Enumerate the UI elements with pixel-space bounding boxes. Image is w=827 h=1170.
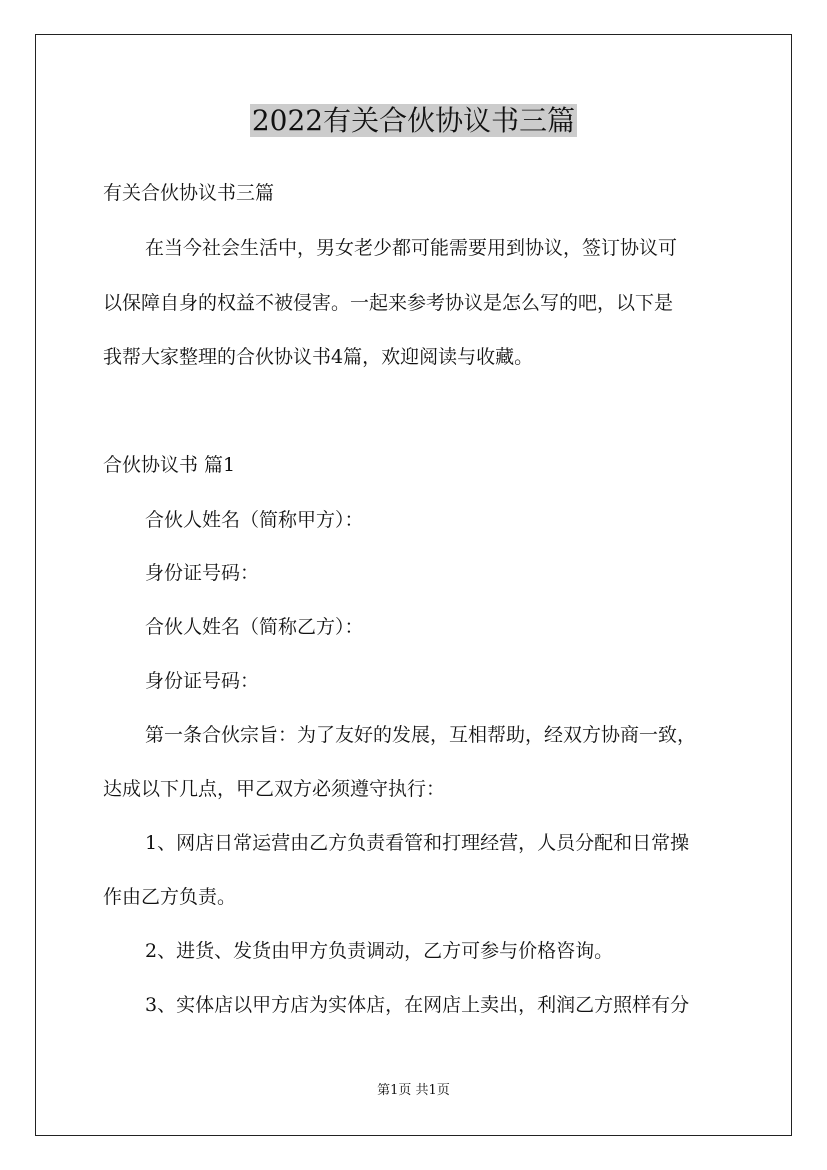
clause-1-line-1: 第一条合伙宗旨：为了友好的发展，互相帮助，经双方协商一致， (145, 724, 697, 746)
page-number: 第1页 共1页 (377, 1083, 450, 1098)
party-b-name: 合伙人姓名（简称乙方）： (145, 616, 364, 638)
item-2: 2、进货、发货由甲方负责调动，乙方可参与价格咨询。 (145, 940, 614, 962)
intro-line-1: 在当今社会生活中，男女老少都可能需要用到协议，签订协议可 (145, 237, 678, 259)
item-1-line-1: 1、网店日常运营由乙方负责看管和打理经营，人员分配和日常操 (145, 832, 690, 854)
document-title: 2022有关合伙协议书三篇 (251, 104, 576, 137)
section-heading: 合伙协议书 篇1 (103, 454, 236, 476)
item-1-line-2: 作由乙方负责。 (103, 886, 237, 908)
intro-line-2: 以保障自身的权益不被侵害。一起来参考协议是怎么写的吧，以下是 (103, 292, 674, 314)
intro-line-3: 我帮大家整理的合伙协议书4篇，欢迎阅读与收藏。 (103, 346, 534, 368)
party-a-name: 合伙人姓名（简称甲方）： (145, 509, 364, 531)
document-title-block (0, 100, 827, 142)
clause-1-line-2: 达成以下几点，甲乙双方必须遵守执行： (103, 778, 446, 800)
item-3: 3、实体店以甲方店为实体店，在网店上卖出，利润乙方照样有分 (145, 994, 690, 1016)
page-footer (0, 1083, 827, 1099)
party-b-id: 身份证号码： (145, 670, 260, 692)
party-a-id: 身份证号码： (145, 562, 260, 584)
subtitle: 有关合伙协议书三篇 (103, 182, 275, 204)
